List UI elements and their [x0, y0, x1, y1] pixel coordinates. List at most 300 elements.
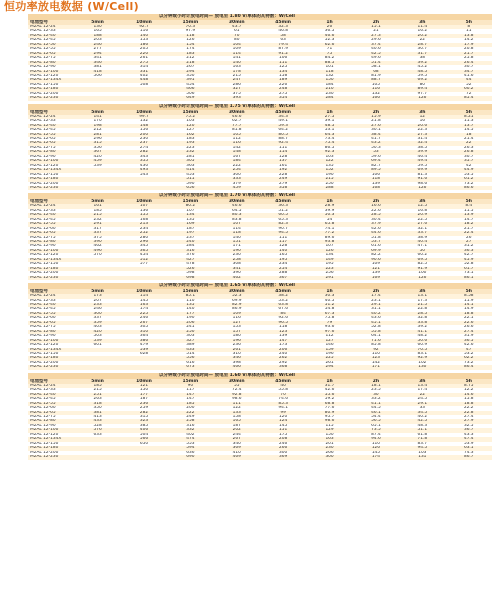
column-header: 1h	[306, 289, 352, 294]
value-cell: 420	[74, 155, 120, 159]
value-cell: 72.4	[214, 388, 260, 392]
value-cell: 53.9	[446, 442, 492, 446]
value-cell: 80.5	[260, 133, 306, 137]
value-cell: 81.9	[353, 74, 399, 78]
value-cell: 88.7	[353, 78, 399, 82]
value-cell: 177	[167, 312, 213, 316]
value-cell: 291	[306, 276, 352, 280]
value-cell: 61.6	[353, 244, 399, 248]
column-header: 5h	[446, 379, 492, 384]
value-cell: 140	[167, 307, 213, 311]
column-header: 电池型号	[28, 110, 74, 115]
value-cell: 145	[353, 451, 399, 455]
model-cell: M2AL 12-150	[28, 173, 74, 177]
value-cell: 11.9	[446, 299, 492, 303]
value-cell: 63	[260, 38, 306, 42]
value-cell: 61.8	[399, 433, 445, 437]
value-cell: 54.8	[306, 307, 352, 311]
model-cell: M2AL 12-33	[28, 29, 74, 33]
value-cell: 650	[121, 442, 167, 446]
value-cell: 300	[74, 312, 120, 316]
value-cell: 590	[167, 182, 213, 186]
value-cell: 346	[214, 356, 260, 360]
value-cell: 139	[260, 334, 306, 338]
value-cell: 286	[214, 83, 260, 87]
value-cell: 147	[167, 393, 213, 397]
value-cell: 8.75	[446, 384, 492, 388]
value-cell: 26	[306, 25, 352, 29]
value-cell: 38	[399, 56, 445, 60]
value-cell: 262	[260, 356, 306, 360]
value-cell: 55.8	[353, 330, 399, 334]
value-cell: 51.8	[353, 236, 399, 240]
value-cell: 23.1	[353, 299, 399, 303]
value-cell: 453	[167, 173, 213, 177]
column-header: 3h	[399, 199, 445, 204]
value-cell: 308	[214, 262, 260, 266]
column-header: 电池型号	[28, 199, 74, 204]
column-header: 2h	[353, 110, 399, 115]
value-cell: 59.5	[399, 74, 445, 78]
value-cell: 27.6	[353, 124, 399, 128]
value-cell: 433	[74, 419, 120, 423]
value-cell: 114	[214, 52, 260, 56]
value-cell: 72	[446, 92, 492, 96]
value-cell: 14.5	[446, 128, 492, 132]
value-cell: 41.6	[446, 74, 492, 78]
value-cell: 99.7	[121, 115, 167, 119]
value-cell: 116	[121, 29, 167, 33]
value-cell: 222	[214, 164, 260, 168]
value-cell: 157	[214, 330, 260, 334]
column-header: 30min	[214, 289, 260, 294]
value-cell: 31.9	[446, 334, 492, 338]
value-cell: 390	[214, 271, 260, 275]
model-cell: M2AL 12-120	[28, 74, 74, 78]
value-cell: 22.8	[446, 411, 492, 415]
value-cell: 120	[167, 124, 213, 128]
value-cell: 40.6	[353, 47, 399, 51]
value-cell: 47	[446, 348, 492, 352]
model-cell: M2AL 12-33	[28, 299, 74, 303]
value-cell: 42.6	[306, 388, 352, 392]
value-cell: 153	[121, 38, 167, 42]
model-cell: M2AL 12-24	[28, 384, 74, 388]
column-header: 45min	[260, 289, 306, 294]
value-cell: 84.2	[306, 56, 352, 60]
model-cell: M2AL 12-180	[28, 446, 74, 450]
value-cell: 103	[306, 155, 352, 159]
value-cell: 247	[214, 78, 260, 82]
value-cell: 337	[74, 316, 120, 320]
value-cell: 539	[74, 164, 120, 168]
table-row	[28, 455, 492, 459]
column-header: 5h	[446, 199, 492, 204]
value-cell: 539	[74, 339, 120, 343]
value-cell: 106	[353, 173, 399, 177]
value-cell: 294	[306, 365, 352, 369]
value-cell: 43.3	[446, 433, 492, 437]
value-cell: 315	[74, 141, 120, 145]
value-cell: 30.7	[446, 65, 492, 69]
value-cell: 94.1	[260, 406, 306, 410]
value-cell: 11.3	[446, 119, 492, 123]
value-cell: 55	[214, 384, 260, 388]
value-cell: 80.3	[214, 213, 260, 217]
value-cell: 21.5	[399, 303, 445, 307]
value-cell: 42.7	[446, 253, 492, 257]
model-cell: M2AL 12-50	[28, 43, 74, 47]
model-cell: M2AL 12-33	[28, 388, 74, 392]
value-cell: 469	[214, 455, 260, 459]
model-cell: M2AL 12-150	[28, 352, 74, 356]
value-cell: 158	[214, 415, 260, 419]
value-cell: 44.5	[353, 406, 399, 410]
value-cell: 148	[121, 124, 167, 128]
value-cell: 212	[167, 56, 213, 60]
value-cell: 195	[260, 258, 306, 262]
value-cell: 230	[214, 253, 260, 257]
value-cell: 126	[353, 446, 399, 450]
value-cell: 250	[306, 182, 352, 186]
value-cell: 27.5	[306, 115, 352, 119]
value-cell: 30	[353, 393, 399, 397]
discharge-table	[28, 283, 492, 370]
value-cell: 16.6	[353, 204, 399, 208]
value-cell: 173	[260, 343, 306, 347]
value-cell: 51.4	[353, 61, 399, 65]
value-cell: 11.4	[399, 25, 445, 29]
value-cell: 132	[306, 74, 352, 78]
value-cell	[74, 365, 120, 369]
column-header: 2h	[353, 199, 399, 204]
value-cell: 300	[306, 455, 352, 459]
value-cell: 142	[353, 361, 399, 365]
value-cell: 206	[167, 321, 213, 325]
value-cell: 368	[260, 365, 306, 369]
value-cell: 364	[121, 334, 167, 338]
value-cell: 73.2	[446, 182, 492, 186]
value-cell: 70.3	[167, 25, 213, 29]
value-cell: 27.9	[446, 419, 492, 423]
column-header: 15min	[167, 20, 213, 25]
value-cell: 420	[74, 330, 120, 334]
value-cell: 46.8	[260, 29, 306, 33]
column-header: 5h	[446, 289, 492, 294]
value-cell: 14.9	[446, 307, 492, 311]
value-cell: 52.8	[446, 262, 492, 266]
model-cell: M2AL 12-230	[28, 96, 74, 100]
value-cell: 86.7	[446, 455, 492, 459]
value-cell: 36.5	[306, 29, 352, 33]
value-cell: 135	[167, 218, 213, 222]
value-cell: 139	[353, 271, 399, 275]
value-cell: 367	[74, 150, 120, 154]
value-cell: 187	[167, 227, 213, 231]
value-cell: 183	[167, 52, 213, 56]
value-cell: 263	[74, 397, 120, 401]
value-cell: 187	[121, 397, 167, 401]
model-cell: M2AL 12-60	[28, 227, 74, 231]
value-cell: 51.1	[399, 428, 445, 432]
value-cell: 44	[446, 78, 492, 82]
value-cell: 125	[260, 65, 306, 69]
value-cell: 391	[167, 78, 213, 82]
value-cell: 180	[214, 334, 260, 338]
column-header: 电池型号	[28, 289, 74, 294]
value-cell: 163	[306, 437, 352, 441]
value-cell: 512	[121, 258, 167, 262]
value-cell: 345	[121, 244, 167, 248]
value-cell: 81.8	[214, 128, 260, 132]
value-cell: 86.6	[446, 186, 492, 190]
model-cell: M2AL 12-75	[28, 236, 74, 240]
value-cell: 55.6	[306, 393, 352, 397]
value-cell: 14.7	[446, 218, 492, 222]
model-cell: M2AL 12-80	[28, 419, 74, 423]
value-cell: 118	[306, 70, 352, 74]
value-cell: 38.9	[399, 236, 445, 240]
model-cell: M2AL 12-230	[28, 455, 74, 459]
value-cell: 54.4	[353, 415, 399, 419]
model-cell: M2AL 12-100	[28, 428, 74, 432]
value-cell: 86.5	[306, 146, 352, 150]
value-cell: 26.6	[446, 325, 492, 329]
column-header: 5min	[74, 199, 120, 204]
value-cell: 228	[260, 173, 306, 177]
value-cell: 479	[121, 343, 167, 347]
value-cell: 282	[121, 150, 167, 154]
value-cell: 282	[121, 411, 167, 415]
value-cell: 12.5	[399, 204, 445, 208]
value-cell: 80.2	[167, 204, 213, 208]
column-header: 30min	[214, 110, 260, 115]
value-cell: 49.1	[260, 119, 306, 123]
column-header: 30min	[214, 20, 260, 25]
value-cell: 30.1	[353, 128, 399, 132]
value-cell: 100	[399, 271, 445, 275]
value-cell: 91.2	[260, 52, 306, 56]
value-cell	[121, 365, 167, 369]
value-cell: 90.6	[353, 258, 399, 262]
column-header: 2h	[353, 379, 399, 384]
model-cell: M2AL 12-120	[28, 164, 74, 168]
value-cell: 106	[260, 56, 306, 60]
column-header: 3h	[399, 110, 445, 115]
value-cell: 142	[214, 146, 260, 150]
value-cell: 40.2	[399, 415, 445, 419]
value-cell: 74.6	[260, 397, 306, 401]
value-cell: 38.5	[399, 146, 445, 150]
value-cell: 115	[306, 424, 352, 428]
value-cell: 94.5	[399, 446, 445, 450]
value-cell: 101	[306, 65, 352, 69]
value-cell: 110	[167, 299, 213, 303]
value-cell	[74, 276, 120, 280]
value-cell: 89.6	[306, 236, 352, 240]
value-cell	[74, 186, 120, 190]
table-title: 以分钟或小时计放电时间— 放电至 1.60 V/单体的瓦特数：W/Cell	[159, 372, 295, 378]
table-title: 以分钟或小时计放电时间— 放电至 1.75 V/单体的瓦特数：W/Cell	[159, 103, 295, 109]
column-header: 2h	[353, 20, 399, 25]
value-cell: 259	[121, 406, 167, 410]
value-cell: 454	[167, 83, 213, 87]
value-cell: 275	[121, 61, 167, 65]
value-cell: 117	[167, 388, 213, 392]
column-header: 1h	[306, 379, 352, 384]
value-cell: 316	[167, 424, 213, 428]
model-cell: M2AL 12-180	[28, 356, 74, 360]
value-cell: 340	[214, 442, 260, 446]
value-cell: 26	[446, 236, 492, 240]
model-cell: M2AL 12-75	[28, 325, 74, 329]
value-cell: 85.4	[446, 96, 492, 100]
model-cell: M2AL 12-200	[28, 361, 74, 365]
value-cell: 698	[167, 276, 213, 280]
value-cell: 506	[167, 92, 213, 96]
column-header: 3h	[399, 20, 445, 25]
value-cell: 493	[121, 168, 167, 172]
value-cell: 183	[167, 137, 213, 141]
value-cell: 79	[306, 321, 352, 325]
value-cell: 53.5	[446, 173, 492, 177]
value-cell: 48.2	[399, 334, 445, 338]
value-cell: 139	[353, 182, 399, 186]
value-cell: 64.3	[306, 133, 352, 137]
value-cell: 474	[167, 437, 213, 441]
value-cell: 15.9	[353, 115, 399, 119]
value-cell: 166	[353, 96, 399, 100]
value-cell: 570	[74, 253, 120, 257]
value-cell: 22.4	[446, 231, 492, 235]
value-cell: 27.3	[399, 133, 445, 137]
value-cell: 237	[121, 141, 167, 145]
value-cell: 27	[446, 240, 492, 244]
value-cell: 92.9	[399, 356, 445, 360]
value-cell: 49.4	[399, 159, 445, 163]
value-cell: 117	[260, 240, 306, 244]
value-cell: 42.6	[353, 227, 399, 231]
value-cell: 350	[74, 406, 120, 410]
value-cell: 94.6	[353, 437, 399, 441]
value-cell: 29.1	[353, 303, 399, 307]
value-cell: 26.3	[446, 146, 492, 150]
value-cell: 103	[399, 451, 445, 455]
model-cell: M2AL 12-55	[28, 312, 74, 316]
value-cell: 47.4	[446, 437, 492, 441]
value-cell: 42.5	[399, 419, 445, 423]
value-cell: 8.58	[446, 294, 492, 298]
value-cell: 112	[214, 137, 260, 141]
value-cell: 70	[214, 34, 260, 38]
model-cell: M2AL 12-230	[28, 186, 74, 190]
model-cell: M2AL 12-40	[28, 393, 74, 397]
value-cell: 459	[214, 186, 260, 190]
model-cell: M2AL 12-75	[28, 146, 74, 150]
value-cell: 327	[214, 87, 260, 91]
value-cell: 171	[353, 365, 399, 369]
value-cell: 185	[167, 402, 213, 406]
value-cell: 53.1	[306, 128, 352, 132]
value-cell: 161	[260, 164, 306, 168]
value-cell: 327	[167, 339, 213, 343]
value-cell: 250	[167, 330, 213, 334]
value-cell: 132	[353, 92, 399, 96]
value-cell: 136	[121, 209, 167, 213]
value-cell: 111	[260, 61, 306, 65]
value-cell: 365	[121, 249, 167, 253]
value-cell: 40.4	[399, 240, 445, 244]
value-cell: 403	[74, 325, 120, 329]
model-cell: M2AL 12-65	[28, 321, 74, 325]
column-header: 30min	[214, 379, 260, 384]
value-cell: 53.2	[446, 352, 492, 356]
value-cell: 246	[74, 307, 120, 311]
value-cell: 332	[167, 428, 213, 432]
value-cell: 31.1	[353, 307, 399, 311]
value-cell: 363	[167, 164, 213, 168]
value-cell: 163	[121, 303, 167, 307]
value-cell: 244	[214, 433, 260, 437]
column-header: 3h	[399, 379, 445, 384]
discharge-table	[28, 14, 492, 101]
value-cell: 83.7	[399, 442, 445, 446]
value-cell: 107	[167, 209, 213, 213]
value-cell: 69.4	[353, 159, 399, 163]
value-cell: 73.4	[306, 137, 352, 141]
value-cell: 206	[260, 348, 306, 352]
value-cell: 43.7	[214, 25, 260, 29]
value-cell: 127	[214, 321, 260, 325]
value-cell: 18.1	[353, 384, 399, 388]
model-cell: M2AL 12-45	[28, 128, 74, 132]
model-cell: M2AL 12-45	[28, 397, 74, 401]
value-cell: 52.3	[214, 294, 260, 298]
value-cell: 36.3	[446, 249, 492, 253]
value-cell: 168	[121, 218, 167, 222]
value-cell: 37.4	[353, 43, 399, 47]
value-cell: 51.2	[306, 303, 352, 307]
model-cell: M2AL 12-120	[28, 433, 74, 437]
value-cell: 310	[214, 352, 260, 356]
value-cell: 296	[121, 240, 167, 244]
value-cell: 32.3	[260, 25, 306, 29]
value-cell: 71.6	[353, 339, 399, 343]
value-cell: 32.5	[446, 424, 492, 428]
value-cell: 358	[260, 186, 306, 190]
value-cell: 145	[260, 424, 306, 428]
value-cell: 649	[167, 96, 213, 100]
value-cell: 251	[74, 393, 120, 397]
column-header: 10min	[121, 199, 167, 204]
value-cell: 118	[260, 325, 306, 329]
model-cell: M2AL 12-150	[28, 442, 74, 446]
value-cell: 233	[74, 303, 120, 307]
value-cell: 60.9	[399, 343, 445, 347]
value-cell	[74, 455, 120, 459]
value-cell: 462	[74, 244, 120, 248]
value-cell: 220	[121, 52, 167, 56]
value-cell: 55.8	[260, 388, 306, 392]
model-cell: M2AL 12-55	[28, 222, 74, 226]
value-cell: 427	[167, 258, 213, 262]
value-cell: 69.2	[399, 78, 445, 82]
value-cell: 69.9	[214, 299, 260, 303]
model-cell: M2AL 12-55	[28, 402, 74, 406]
column-header: 10min	[121, 110, 167, 115]
value-cell: 185	[74, 384, 120, 388]
value-cell: 25.8	[446, 56, 492, 60]
